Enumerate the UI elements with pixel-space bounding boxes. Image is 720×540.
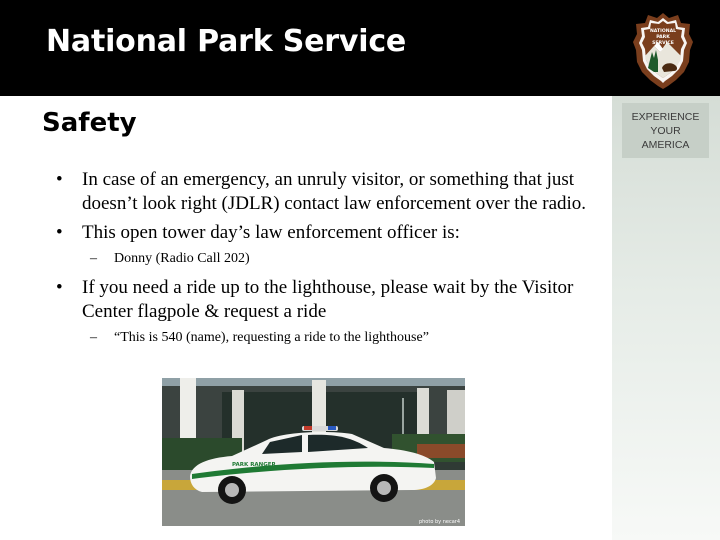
header-title: National Park Service	[46, 24, 407, 59]
bullet-item	[56, 221, 596, 245]
bullet-list	[56, 168, 596, 355]
sub-bullet-item	[56, 250, 596, 268]
tagline-line-1: EXPERIENCE	[631, 111, 700, 123]
sub-bullet-item	[56, 329, 596, 347]
photo-credit: photo by necar4	[418, 519, 460, 525]
bullet-text: If you need a ride up to the lighthouse, please wait by the Visitor Center flagpole & request a ride	[82, 277, 574, 322]
bullet-item	[56, 168, 596, 216]
tagline-line-3: AMERICA	[641, 139, 690, 151]
right-sidebar	[612, 96, 720, 540]
bullet-icon: •	[56, 169, 63, 190]
svg-text:NATIONAL: NATIONAL	[649, 29, 677, 34]
park-ranger-car-photo	[162, 378, 465, 526]
bullet-text: This open tower day’s law enforcement officer is:	[82, 222, 460, 243]
bullet-text: In case of an emergency, an unruly visitor, or something that just doesn’t look right (JDLR) contact law enforcement over the radio.	[82, 169, 587, 214]
dash-icon: –	[90, 330, 97, 345]
experience-your-america-badge	[622, 103, 709, 158]
header-bar	[0, 0, 720, 96]
sub-bullet-text: Donny (Radio Call 202)	[114, 251, 250, 266]
slide-title: Safety	[42, 108, 137, 138]
svg-text:PARK: PARK	[656, 35, 670, 40]
sub-bullet-text: “This is 540 (name), requesting a ride to the lighthouse”	[114, 330, 429, 345]
tagline-line-2: YOUR	[650, 125, 681, 137]
nps-arrowhead-logo	[632, 12, 694, 90]
bullet-icon: •	[56, 222, 63, 243]
dash-icon: –	[90, 251, 97, 266]
bullet-item	[56, 276, 596, 324]
bullet-icon: •	[56, 277, 63, 298]
svg-text:SERVICE: SERVICE	[652, 41, 674, 46]
car-door-text: PARK RANGER	[232, 462, 276, 468]
